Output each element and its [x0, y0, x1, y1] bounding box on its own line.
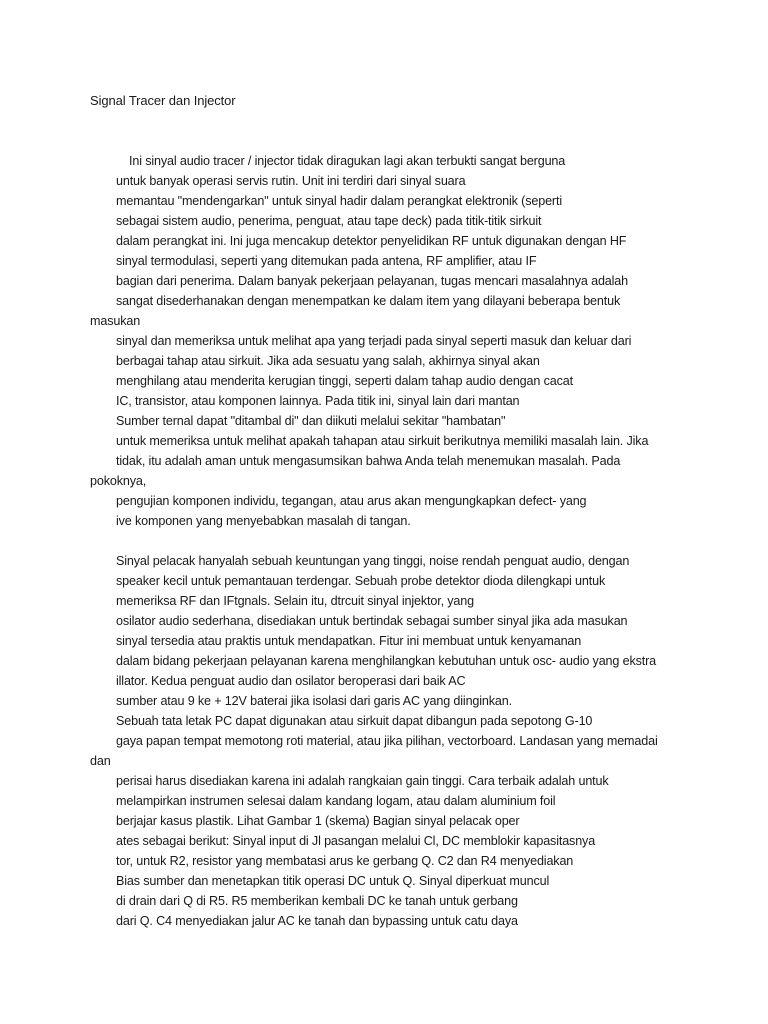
paragraph-line: dan — [90, 754, 111, 768]
paragraph-line: illator. Kedua penguat audio dan osilator beroperasi dari baik AC — [116, 674, 466, 688]
paragraph-line: sinyal termodulasi, seperti yang ditemukan pada antena, RF amplifier, atau IF — [116, 254, 537, 268]
paragraph-line: pengujian komponen individu, tegangan, atau arus akan mengungkapkan defect- yang — [116, 494, 587, 508]
paragraph-line: Bias sumber dan menetapkan titik operasi DC untuk Q. Sinyal diperkuat muncul — [116, 874, 550, 888]
paragraph-line: dalam bidang pekerjaan pelayanan karena menghilangkan kebutuhan untuk osc- audio yang ekstra — [116, 654, 657, 668]
paragraph-line: sangat disederhanakan dengan menempatkan ke dalam item yang dilayani beberapa bentuk — [116, 294, 621, 308]
paragraph-line: untuk banyak operasi servis rutin. Unit ini terdiri dari sinyal suara — [116, 174, 466, 188]
paragraph-line: sebagai sistem audio, penerima, penguat, atau tape deck) pada titik-titik sirkuit — [116, 214, 542, 228]
document-title: Signal Tracer dan Injector — [90, 93, 236, 108]
paragraph-line: Sinyal pelacak hanyalah sebuah keuntungan yang tinggi, noise rendah penguat audio, dengan — [116, 554, 630, 568]
paragraph-line: melampirkan instrumen selesai dalam kandang logam, atau dalam aluminium foil — [116, 794, 556, 808]
paragraph-line: untuk memeriksa untuk melihat apakah tahapan atau sirkuit berikutnya memiliki masalah lain. Jika — [116, 434, 649, 448]
paragraph-line: sinyal dan memeriksa untuk melihat apa yang terjadi pada sinyal seperti masuk dan keluar dari — [116, 334, 632, 348]
paragraph-line: memantau "mendengarkan" untuk sinyal hadir dalam perangkat elektronik (seperti — [116, 194, 562, 208]
paragraph-line: osilator audio sederhana, disediakan untuk bertindak sebagai sumber sinyal jika ada masukan — [116, 614, 628, 628]
paragraph-line: dalam perangkat ini. Ini juga mencakup detektor penyelidikan RF untuk digunakan dengan HF — [116, 234, 627, 248]
paragraph-line: berbagai tahap atau sirkuit. Jika ada sesuatu yang salah, akhirnya sinyal akan — [116, 354, 540, 368]
paragraph-line: tidak, itu adalah aman untuk mengasumsikan bahwa Anda telah menemukan masalah. Pada — [116, 454, 621, 468]
paragraph-line: ates sebagai berikut: Sinyal input di Jl pasangan melalui Cl, DC memblokir kapasitasnya — [116, 834, 596, 848]
paragraph-line: berjajar kasus plastik. Lihat Gambar 1 (skema) Bagian sinyal pelacak oper — [116, 814, 520, 828]
paragraph-line: Sebuah tata letak PC dapat digunakan atau sirkuit dapat dibangun pada sepotong G-10 — [116, 714, 593, 728]
paragraph-line: sumber atau 9 ke + 12V baterai jika isolasi dari garis AC yang diinginkan. — [116, 694, 512, 708]
paragraph-line: gaya papan tempat memotong roti material, atau jika pilihan, vectorboard. Landasan yang memadai — [116, 734, 658, 748]
paragraph-line: speaker kecil untuk pemantauan terdengar. Sebuah probe detektor dioda dilengkapi untuk — [116, 574, 606, 588]
paragraph-line: dari Q. C4 menyediakan jalur AC ke tanah dan bypassing untuk catu daya — [116, 914, 518, 928]
paragraph-line: sinyal tersedia atau praktis untuk mendapatkan. Fitur ini membuat untuk kenyamanan — [116, 634, 582, 648]
paragraph-line: IC, transistor, atau komponen lainnya. Pada titik ini, sinyal lain dari mantan — [116, 394, 520, 408]
paragraph-line: Sumber ternal dapat "ditambal di" dan diikuti melalui sekitar "hambatan" — [116, 414, 506, 428]
paragraph-line: perisai harus disediakan karena ini adalah rangkaian gain tinggi. Cara terbaik adalah untuk — [116, 774, 609, 788]
paragraph-line: Ini sinyal audio tracer / injector tidak diragukan lagi akan terbukti sangat berguna — [129, 154, 566, 168]
paragraph-line: bagian dari penerima. Dalam banyak pekerjaan pelayanan, tugas mencari masalahnya adalah — [116, 274, 629, 288]
paragraph-line: tor, untuk R2, resistor yang membatasi arus ke gerbang Q. C2 dan R4 menyediakan — [116, 854, 574, 868]
paragraph-line: pokoknya, — [90, 474, 147, 488]
paragraph-line: masukan — [90, 314, 141, 328]
paragraph-line: menghilang atau menderita kerugian tinggi, seperti dalam tahap audio dengan cacat — [116, 374, 573, 388]
paragraph-line: di drain dari Q di R5. R5 memberikan kembali DC ke tanah untuk gerbang — [116, 894, 518, 908]
paragraph-line: ive komponen yang menyebabkan masalah di tangan. — [116, 514, 411, 528]
paragraph-line: memeriksa RF dan IFtgnals. Selain itu, dtrcuit sinyal injektor, yang — [116, 594, 474, 608]
